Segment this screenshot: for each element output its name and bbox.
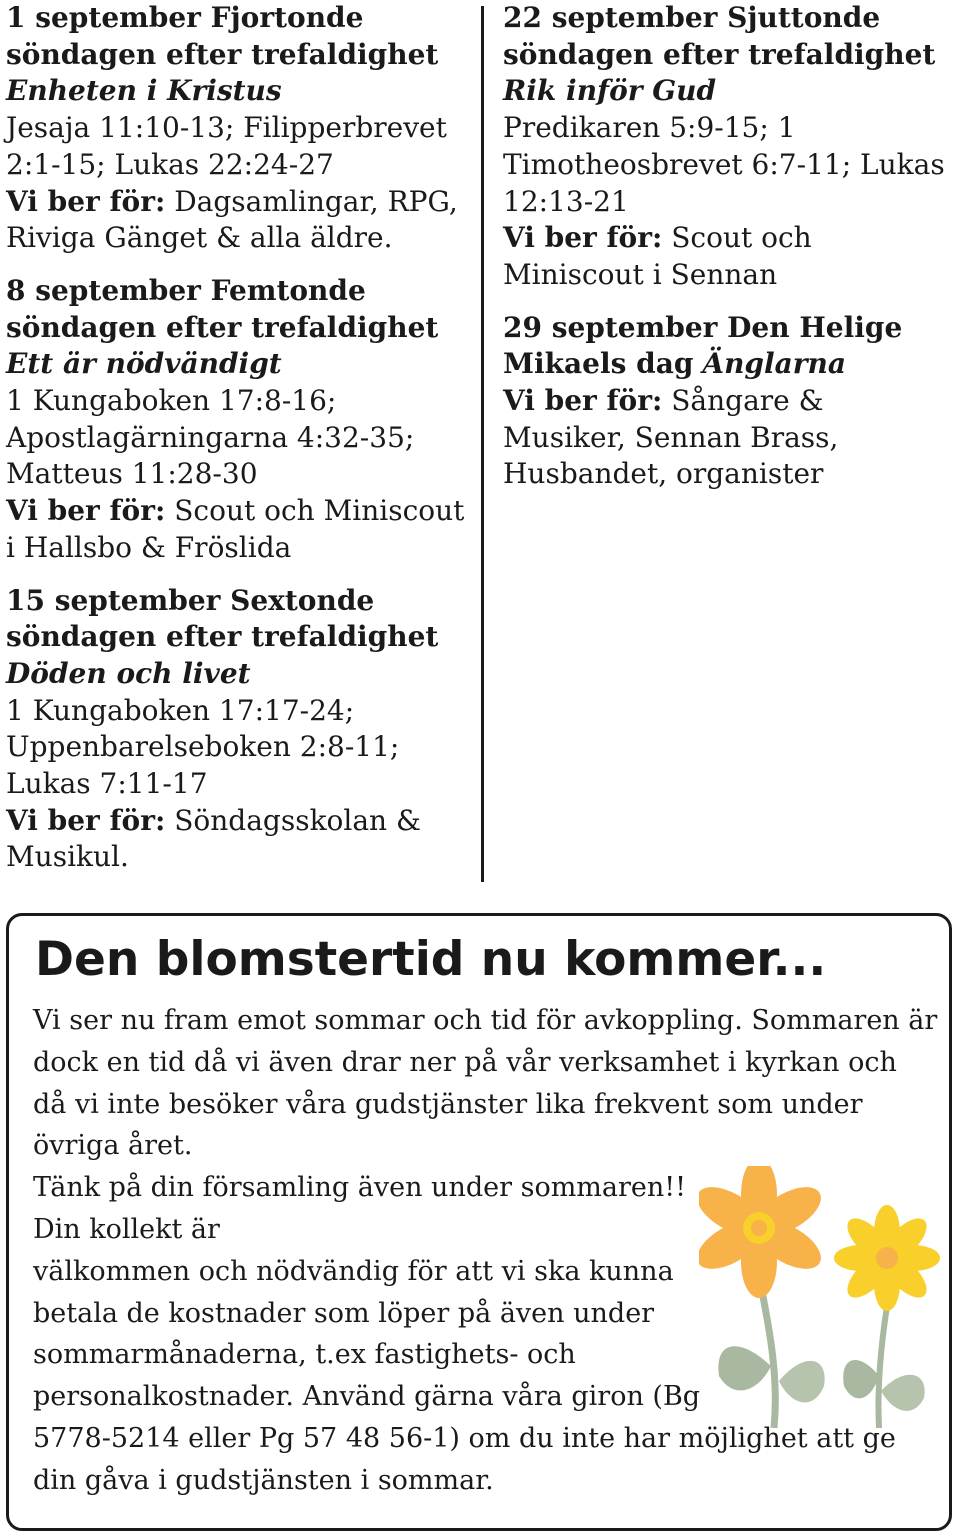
entry-readings: 1 Kungaboken 17:8-16; Apostlagärningarna 4:32-35; Matteus 11:28-30 [6, 384, 415, 491]
entry-prayer: Vi ber för: Söndagsskolan & Musikul. [6, 803, 421, 874]
column-divider [481, 6, 484, 882]
service-entry-sep-8 [6, 273, 468, 567]
leaf [881, 1375, 925, 1411]
notice-line: Tänk på din församling även under sommaren!! [33, 1172, 686, 1204]
big-flower [699, 1166, 829, 1298]
entry-prayer: Vi ber för: Scout och Miniscout i Sennan [503, 221, 812, 291]
notice-line: välkommen och nödvändig för att vi ska kunna [33, 1255, 674, 1287]
entry-prayer: Vi ber för: Dagsamlingar, RPG, Riviga Gänget & alla äldre. [6, 184, 458, 255]
service-entry-sep-15 [6, 583, 468, 877]
right-column [503, 0, 953, 509]
flowers-illustration-icon [699, 1166, 949, 1428]
entry-readings: Jesaja 11:10-13; Filipperbrevet 2:1-15; Lukas 22:24-27 [6, 111, 447, 181]
small-flower-stem [878, 1306, 887, 1428]
leaf [843, 1360, 879, 1398]
entry-theme: Enheten i Kristus [6, 74, 282, 108]
leaf [779, 1361, 825, 1403]
service-entry-sep-1 [6, 0, 468, 257]
small-flower [834, 1205, 940, 1311]
entry-heading: 29 september Den Helige Mikaels dag Änglarna [503, 310, 903, 381]
big-flower-stem [759, 1276, 775, 1428]
notice-line: 5778-5214 eller Pg 57 48 56-1) om du inte har möjlighet att ge [33, 1422, 896, 1454]
entry-theme: Döden och livet [6, 656, 251, 690]
notice-line: sommarmånaderna, t.ex fastighets- och [33, 1339, 576, 1371]
entry-prayer: Vi ber för: Sångare & Musiker, Sennan Brass, Husbandet, organister [503, 384, 839, 491]
entry-heading: 1 september Fjortonde söndagen efter trefaldighet Enheten i Kristus [6, 1, 439, 108]
summer-notice-box [6, 913, 952, 1531]
leaf [718, 1346, 771, 1390]
entry-heading: 15 september Sextonde söndagen efter trefaldighet Döden och livet [6, 583, 439, 690]
entry-readings: 1 Kungaboken 17:17-24; Uppenbarelseboken 2:8-11; Lukas 7:11-17 [6, 693, 400, 801]
service-entry-sep-29 [503, 310, 953, 494]
notice-line: betala de kostnader som löper på även under [33, 1297, 655, 1329]
notice-title: Den blomstertid nu kommer... [35, 932, 827, 987]
entry-theme: Änglarna [702, 347, 847, 381]
entry-readings: Predikaren 5:9-15; 1 Timotheosbrevet 6:7-11; Lukas 12:13-21 [503, 111, 945, 218]
entry-theme: Rik inför Gud [503, 74, 717, 108]
notice-line: personalkostnader. Använd gärna våra giron (Bg [33, 1381, 701, 1413]
entry-heading: 22 september Sjuttonde söndagen efter trefaldighet Rik inför Gud [503, 1, 936, 108]
entry-theme: Ett är nödvändigt [6, 347, 282, 381]
left-column [6, 0, 468, 892]
service-entry-sep-22 [503, 0, 953, 294]
entry-prayer: Vi ber för: Scout och Miniscout i Hallsbo & Fröslida [6, 494, 465, 564]
notice-line: din gåva i gudstjänsten i sommar. [33, 1464, 494, 1496]
entry-heading: 8 september Femtonde söndagen efter trefaldighet Ett är nödvändigt [6, 273, 439, 381]
notice-line: Din kollekt är [33, 1213, 220, 1245]
notice-paragraph: Vi ser nu fram emot sommar och tid för avkoppling. Sommaren är dock en tid då vi även drar ner på vår verksamhet i kyrkan och då vi inte besöker våra gudstjänster lika frekvent som under övriga året. [33, 1005, 938, 1162]
